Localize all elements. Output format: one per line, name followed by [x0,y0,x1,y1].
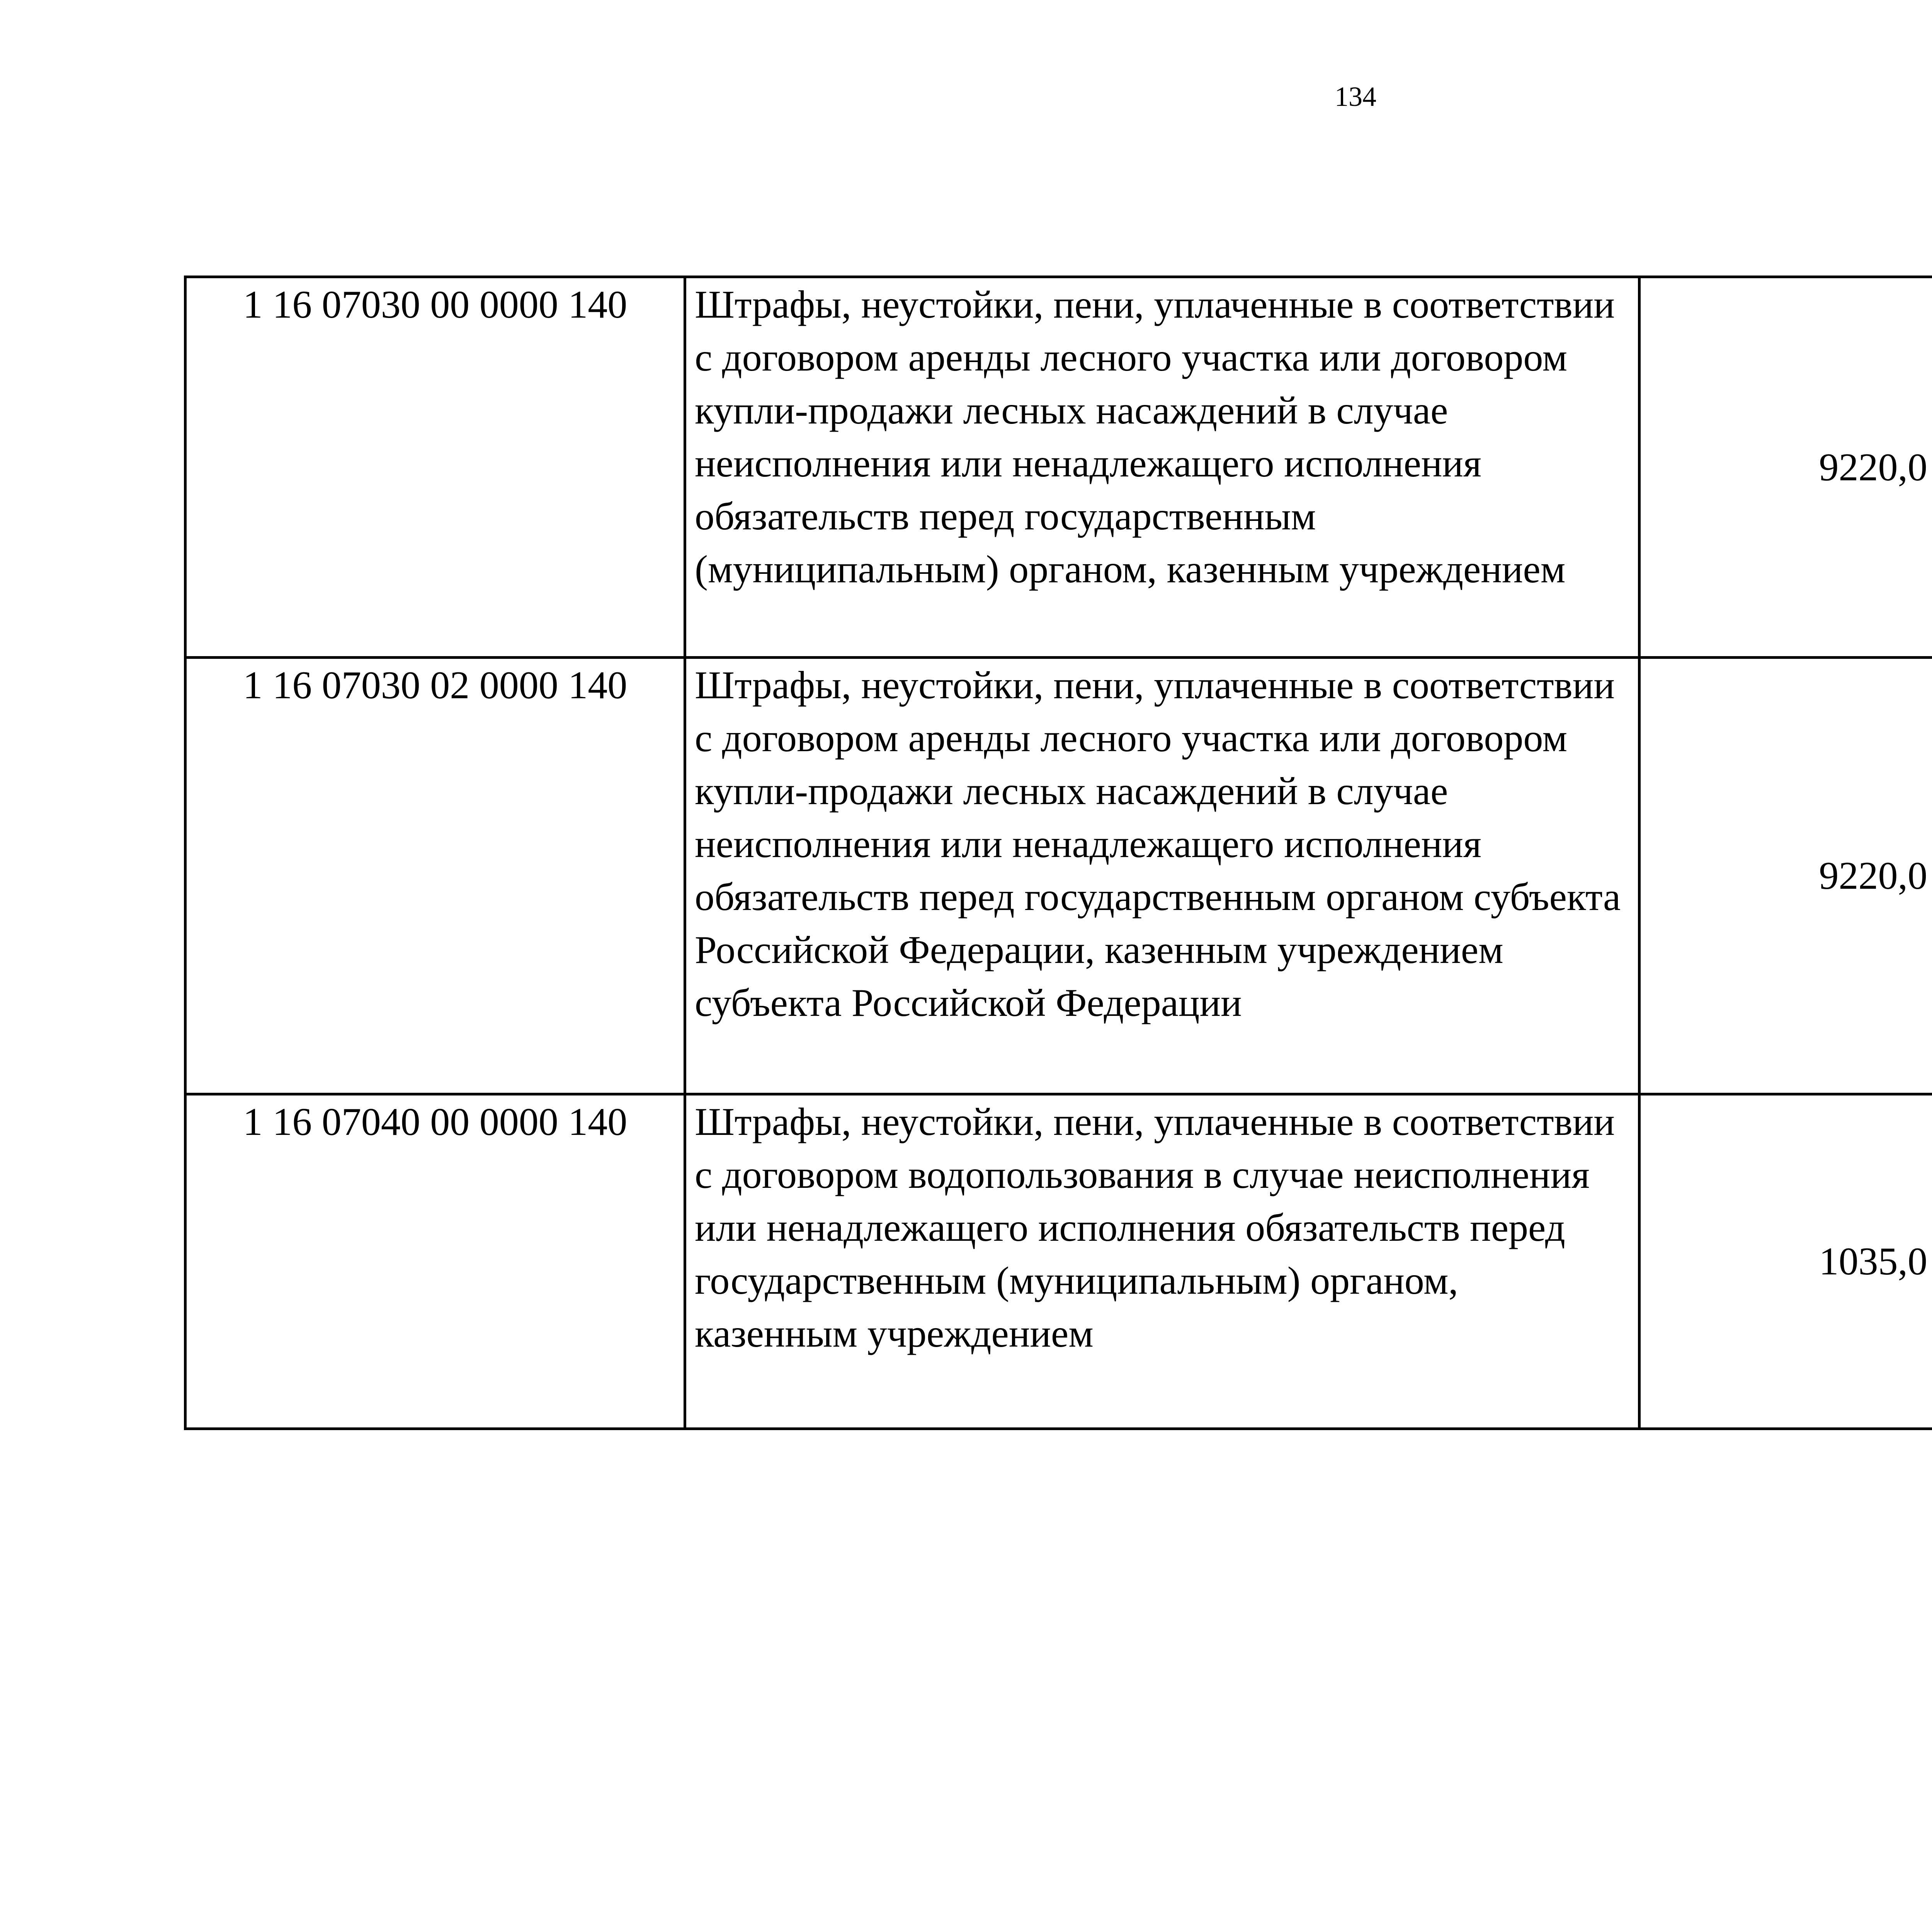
budget-code-cell: 1 16 07030 00 0000 140 [185,277,685,658]
description-cell: Штрафы, неустойки, пени, уплаченные в соответствии с договором аренды лесного участка или договором купли-продажи лесных насаждений в случае неисполнения или ненадлежащего исполнения обязательств перед государственным органом субъекта Российской Федерации, казенным учреждением субъекта Российской Федерации [685,658,1639,1094]
value-cell-1: 1035,0 [1639,1094,1932,1429]
value-cell-1: 9220,0 [1639,658,1932,1094]
value-cell-1: 9220,0 [1639,277,1932,658]
revenue-table [184,276,1932,1430]
table-row [185,277,1932,658]
description-cell: Штрафы, неустойки, пени, уплаченные в соответствии с договором водопользования в случае неисполнения или ненадлежащего исполнения обязательств перед государственным (муниципальным) органом, казенным учреждением [685,1094,1639,1429]
table-row [185,658,1932,1094]
description-cell: Штрафы, неустойки, пени, уплаченные в соответствии с договором аренды лесного участка или договором купли-продажи лесных насаждений в случае неисполнения или ненадлежащего исполнения обязательств перед государственным (муниципальным) органом, казенным учреждением [685,277,1639,658]
page-number: 134 [1335,81,1376,112]
budget-code-cell: 1 16 07030 02 0000 140 [185,658,685,1094]
budget-code-cell: 1 16 07040 00 0000 140 [185,1094,685,1429]
table-row [185,1094,1932,1429]
